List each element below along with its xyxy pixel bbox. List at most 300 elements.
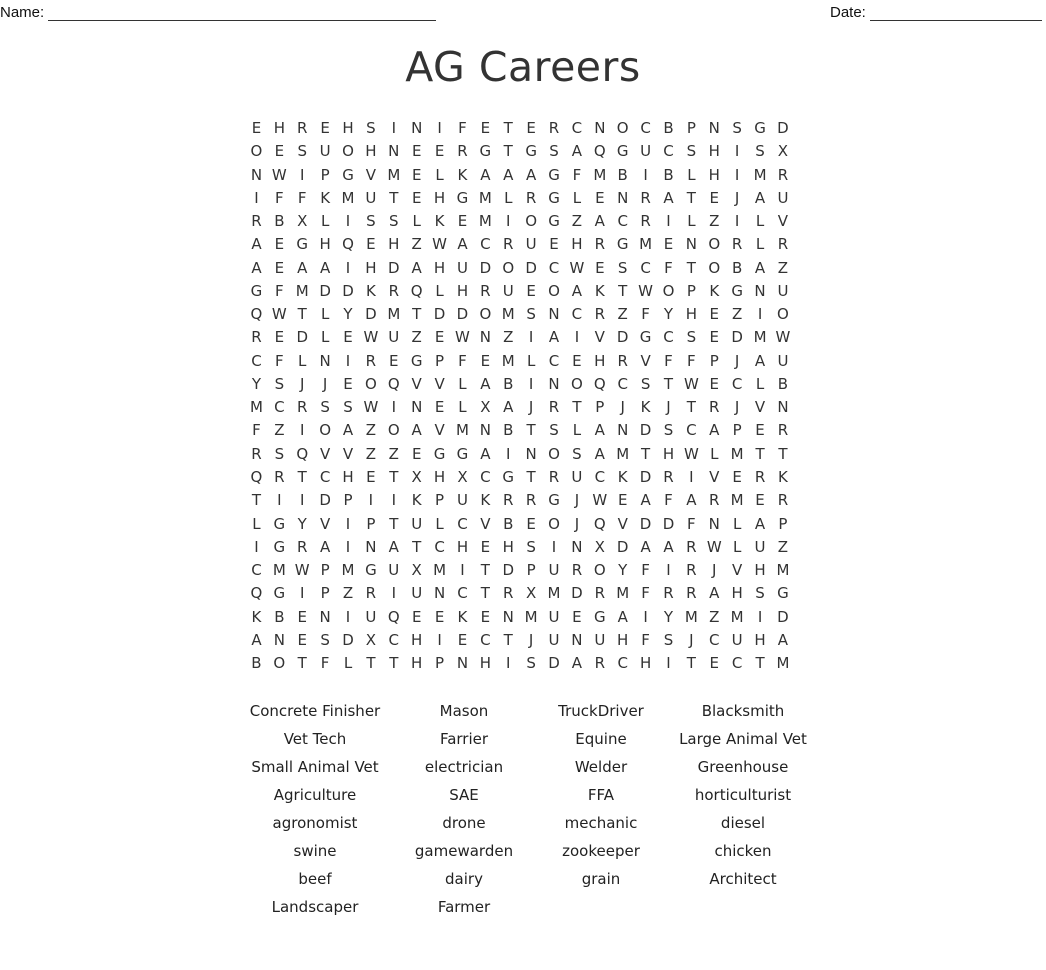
- grid-letter: X: [365, 630, 377, 649]
- grid-letter: U: [365, 188, 377, 207]
- grid-letter: E: [755, 491, 765, 510]
- grid-letter: T: [778, 444, 788, 463]
- grid-letter: S: [320, 398, 330, 417]
- grid-letter: J: [528, 630, 534, 649]
- grid-letter: H: [342, 467, 354, 486]
- grid-letter: P: [732, 421, 742, 440]
- grid-letter: I: [254, 537, 259, 556]
- grid-letter: P: [778, 514, 788, 533]
- grid-letter: E: [274, 258, 285, 277]
- grid-letter: M: [341, 561, 355, 580]
- grid-letter: J: [528, 398, 534, 417]
- grid-letter: R: [297, 537, 308, 556]
- grid-letter: G: [548, 165, 560, 184]
- grid-letter: Z: [732, 305, 743, 324]
- grid-letter: M: [730, 444, 744, 463]
- grid-letter: X: [411, 561, 422, 580]
- grid-letter: N: [571, 537, 583, 556]
- grid-letter: N: [617, 188, 629, 207]
- grid-letter: M: [272, 561, 286, 580]
- grid-letter: R: [365, 584, 377, 603]
- grid-letter: R: [709, 398, 720, 417]
- grid-letter: A: [640, 491, 651, 510]
- grid-letter: E: [411, 142, 422, 161]
- grid-letter: H: [617, 630, 629, 649]
- grid-letter: P: [595, 398, 605, 417]
- grid-letter: F: [641, 584, 650, 603]
- grid-letter: D: [639, 514, 652, 533]
- grid-letter: R: [548, 467, 560, 486]
- grid-letter: S: [732, 119, 742, 137]
- grid-letter: I: [300, 491, 305, 510]
- grid-letter: S: [274, 444, 285, 463]
- word-bank-item: Architect: [709, 870, 777, 888]
- grid-letter: E: [663, 235, 674, 254]
- grid-letter: N: [479, 421, 491, 440]
- grid-letter: W: [294, 561, 310, 580]
- grid-letter: J: [689, 630, 694, 649]
- grid-letter: U: [502, 281, 514, 300]
- grid-letter: T: [389, 514, 399, 533]
- grid-letter: M: [753, 328, 767, 347]
- grid-letter: R: [777, 491, 789, 510]
- grid-letter: C: [731, 654, 743, 673]
- grid-letter: Q: [410, 281, 423, 300]
- grid-letter: Z: [388, 444, 399, 463]
- grid-letter: L: [298, 351, 307, 370]
- grid-letter: C: [274, 398, 285, 417]
- grid-letter: M: [547, 584, 561, 603]
- word-bank-item: Equine: [575, 730, 627, 748]
- grid-letter: E: [411, 188, 422, 207]
- grid-letter: P: [526, 561, 536, 580]
- grid-letter: T: [389, 188, 399, 207]
- grid-letter: E: [709, 188, 719, 207]
- grid-letter: R: [594, 305, 606, 324]
- grid-letter: I: [666, 212, 671, 231]
- grid-letter: G: [342, 165, 354, 184]
- grid-letter: R: [777, 165, 789, 184]
- grid-letter: L: [687, 212, 696, 231]
- grid-letter: G: [365, 561, 377, 580]
- grid-letter: C: [480, 630, 491, 649]
- grid-letter: U: [319, 142, 331, 161]
- grid-letter: D: [342, 281, 354, 300]
- grid-letter: T: [755, 444, 765, 463]
- word-bank-item: SAE: [449, 786, 479, 804]
- grid-letter: R: [594, 235, 606, 254]
- grid-letter: S: [297, 142, 307, 161]
- grid-letter: M: [593, 165, 607, 184]
- grid-letter: N: [525, 444, 537, 463]
- grid-letter: H: [708, 142, 720, 161]
- grid-letter: T: [389, 654, 399, 673]
- grid-letter: C: [617, 374, 628, 393]
- grid-letter: A: [777, 630, 789, 649]
- grid-letter: C: [571, 119, 583, 137]
- grid-letter: N: [273, 630, 285, 649]
- grid-letter: M: [433, 561, 447, 580]
- grid-letter: L: [504, 188, 513, 207]
- grid-letter: T: [503, 630, 513, 649]
- grid-letter: U: [640, 142, 652, 161]
- grid-letter: E: [526, 281, 536, 300]
- grid-letter: A: [411, 421, 422, 440]
- grid-letter: O: [548, 514, 560, 533]
- grid-letter: F: [687, 514, 696, 533]
- grid-letter: U: [594, 630, 606, 649]
- grid-letter: B: [617, 165, 628, 184]
- grid-letter: O: [342, 142, 354, 161]
- grid-letter: A: [480, 444, 491, 463]
- grid-letter: K: [457, 165, 468, 184]
- name-field: [0, 4, 436, 21]
- word-bank-item: Vet Tech: [283, 730, 347, 748]
- grid-letter: E: [526, 514, 536, 533]
- grid-letter: U: [548, 630, 560, 649]
- grid-letter: H: [388, 235, 400, 254]
- grid-letter: A: [571, 142, 583, 161]
- grid-letter: J: [322, 374, 328, 393]
- grid-letter: C: [709, 630, 720, 649]
- grid-letter: L: [755, 235, 765, 254]
- word-bank-item: mechanic: [564, 814, 638, 832]
- grid-letter: H: [365, 142, 377, 161]
- grid-letter: V: [434, 374, 445, 393]
- grid-letter: F: [297, 188, 307, 207]
- grid-letter: R: [365, 351, 377, 370]
- grid-letter: E: [297, 630, 307, 649]
- grid-letter: E: [549, 235, 559, 254]
- grid-letter: G: [479, 142, 492, 161]
- grid-letter: V: [732, 561, 743, 580]
- grid-letter: I: [528, 374, 534, 393]
- grid-letter: F: [641, 561, 650, 580]
- grid-letter: G: [250, 281, 263, 300]
- grid-letter: P: [320, 584, 330, 603]
- grid-letter: H: [754, 630, 766, 649]
- grid-letter: N: [250, 165, 263, 184]
- grid-letter: H: [685, 305, 697, 324]
- grid-letter: L: [252, 514, 261, 533]
- grid-letter: Q: [250, 305, 263, 324]
- grid-letter: U: [525, 235, 537, 254]
- word-bank-item: Welder: [574, 758, 628, 776]
- grid-letter: G: [456, 444, 469, 463]
- word-bank-item: agronomist: [272, 814, 358, 832]
- grid-letter: A: [480, 374, 491, 393]
- grid-letter: K: [320, 188, 331, 207]
- grid-letter: A: [640, 537, 651, 556]
- grid-letter: R: [663, 467, 674, 486]
- grid-letter: B: [503, 421, 514, 440]
- grid-letter: U: [365, 607, 377, 626]
- grid-letter: M: [387, 165, 401, 184]
- grid-letter: I: [391, 398, 396, 417]
- grid-letter: D: [662, 514, 675, 533]
- grid-letter: V: [319, 514, 331, 533]
- grid-letter: R: [251, 212, 262, 231]
- grid-letter: U: [571, 467, 583, 486]
- grid-letter: O: [708, 235, 721, 254]
- grid-letter: R: [480, 281, 491, 300]
- grid-letter: Q: [250, 467, 263, 486]
- grid-letter: U: [456, 491, 468, 510]
- grid-letter: F: [275, 351, 284, 370]
- grid-letter: S: [640, 374, 651, 393]
- grid-letter: J: [734, 188, 740, 207]
- grid-letter: B: [503, 514, 514, 533]
- grid-letter: J: [300, 374, 305, 393]
- grid-letter: T: [686, 188, 696, 207]
- grid-letter: Z: [777, 258, 789, 277]
- grid-letter: O: [319, 421, 332, 440]
- word-bank-item: Greenhouse: [697, 758, 789, 776]
- grid-letter: D: [616, 537, 629, 556]
- grid-letter: Z: [777, 537, 789, 556]
- grid-letter: J: [620, 398, 625, 417]
- grid-letter: V: [365, 165, 377, 184]
- grid-letter: E: [480, 119, 491, 137]
- word-bank-item: Landscaper: [271, 898, 359, 916]
- grid-letter: K: [640, 398, 651, 417]
- grid-letter: I: [345, 212, 351, 231]
- grid-letter: G: [433, 444, 446, 463]
- grid-letter: B: [663, 165, 674, 184]
- grid-letter: I: [437, 119, 442, 137]
- grid-letter: I: [437, 630, 442, 649]
- grid-letter: T: [412, 537, 422, 556]
- grid-letter: H: [754, 561, 766, 580]
- grid-letter: F: [641, 305, 650, 324]
- grid-letter: I: [254, 188, 259, 207]
- grid-letter: H: [273, 119, 285, 137]
- grid-letter: I: [734, 165, 740, 184]
- grid-letter: A: [411, 258, 422, 277]
- grid-letter: I: [643, 607, 648, 626]
- grid-letter: I: [757, 607, 763, 626]
- grid-letter: L: [458, 398, 467, 417]
- grid-letter: C: [663, 142, 674, 161]
- grid-letter: I: [734, 142, 740, 161]
- grid-letter: B: [251, 654, 262, 673]
- grid-letter: A: [754, 351, 766, 370]
- grid-letter: I: [734, 212, 740, 231]
- grid-letter: D: [342, 630, 354, 649]
- grid-letter: G: [456, 188, 469, 207]
- grid-letter: S: [686, 328, 697, 347]
- grid-letter: Y: [251, 374, 262, 393]
- grid-letter: R: [297, 119, 308, 137]
- grid-letter: K: [594, 281, 605, 300]
- grid-letter: R: [571, 561, 583, 580]
- grid-letter: R: [548, 119, 560, 137]
- grid-letter: I: [506, 654, 511, 673]
- grid-letter: C: [617, 212, 628, 231]
- grid-letter: A: [594, 212, 605, 231]
- grid-letter: I: [345, 537, 351, 556]
- grid-letter: N: [708, 514, 720, 533]
- grid-letter: A: [709, 421, 720, 440]
- grid-letter: P: [320, 561, 330, 580]
- grid-letter: C: [251, 561, 262, 580]
- grid-letter: K: [365, 281, 376, 300]
- date-label: Date:: [830, 4, 866, 21]
- grid-letter: W: [592, 491, 608, 510]
- grid-letter: Y: [618, 561, 628, 580]
- grid-letter: D: [319, 491, 331, 510]
- grid-letter: A: [297, 258, 308, 277]
- word-bank-item: Agriculture: [273, 786, 357, 804]
- grid-letter: S: [755, 142, 765, 161]
- grid-letter: M: [639, 235, 653, 254]
- grid-letter: V: [342, 444, 354, 463]
- grid-letter: L: [755, 212, 765, 231]
- grid-letter: D: [296, 328, 308, 347]
- grid-letter: I: [666, 561, 671, 580]
- grid-letter: W: [363, 398, 379, 417]
- grid-letter: F: [458, 351, 467, 370]
- grid-letter: E: [480, 607, 491, 626]
- grid-letter: W: [432, 235, 447, 254]
- grid-letter: C: [686, 421, 697, 440]
- grid-letter: D: [548, 654, 560, 673]
- letter-grid: [245, 117, 794, 675]
- grid-letter: T: [297, 467, 307, 486]
- grid-letter: S: [366, 212, 376, 231]
- grid-letter: I: [528, 328, 534, 347]
- grid-letter: Z: [709, 607, 720, 626]
- grid-letter: H: [456, 281, 469, 300]
- grid-letter: M: [730, 491, 744, 510]
- grid-letter: D: [502, 561, 515, 580]
- grid-letter: O: [502, 258, 515, 277]
- grid-letter: S: [617, 258, 628, 277]
- grid-letter: Z: [617, 305, 628, 324]
- grid-letter: L: [732, 514, 742, 533]
- grid-letter: Y: [297, 514, 307, 533]
- grid-letter: A: [251, 235, 262, 254]
- grid-letter: C: [548, 351, 560, 370]
- grid-letter: Q: [593, 374, 606, 393]
- grid-letter: D: [639, 421, 652, 440]
- grid-letter: A: [663, 188, 674, 207]
- grid-letter: C: [731, 374, 743, 393]
- grid-letter: R: [777, 235, 789, 254]
- grid-letter: W: [455, 328, 470, 347]
- grid-letter: G: [548, 188, 560, 207]
- grid-letter: N: [319, 607, 331, 626]
- grid-letter: L: [572, 421, 582, 440]
- grid-letter: Z: [503, 328, 514, 347]
- grid-letter: S: [343, 398, 353, 417]
- grid-letter: A: [319, 537, 331, 556]
- grid-letter: V: [319, 444, 331, 463]
- grid-letter: A: [388, 537, 399, 556]
- grid-letter: E: [732, 467, 742, 486]
- grid-letter: C: [640, 258, 651, 277]
- grid-letter: A: [480, 165, 491, 184]
- grid-letter: H: [365, 258, 377, 277]
- grid-letter: I: [368, 491, 374, 510]
- grid-letter: L: [435, 514, 444, 533]
- grid-letter: G: [548, 212, 560, 231]
- name-label: Name:: [0, 4, 45, 21]
- grid-letter: A: [571, 281, 583, 300]
- grid-letter: H: [319, 235, 331, 254]
- grid-letter: A: [617, 607, 628, 626]
- grid-letter: S: [526, 305, 536, 324]
- grid-letter: S: [572, 444, 582, 463]
- grid-letter: I: [460, 561, 465, 580]
- grid-letter: S: [549, 142, 559, 161]
- grid-letter: P: [686, 119, 696, 137]
- grid-letter: T: [686, 258, 696, 277]
- grid-letter: M: [455, 421, 469, 440]
- grid-letter: D: [777, 607, 789, 626]
- grid-letter: V: [617, 514, 628, 533]
- grid-letter: V: [709, 467, 720, 486]
- grid-letter: J: [734, 398, 740, 417]
- grid-letter: M: [249, 398, 263, 417]
- date-field: [830, 4, 1042, 21]
- grid-letter: P: [343, 491, 353, 510]
- grid-letter: F: [252, 421, 261, 440]
- grid-letter: G: [410, 351, 423, 370]
- grid-letter: A: [526, 165, 537, 184]
- grid-letter: A: [594, 421, 605, 440]
- grid-letter: Z: [342, 584, 354, 603]
- grid-letter: S: [686, 142, 697, 161]
- grid-letter: U: [548, 561, 560, 580]
- grid-letter: T: [480, 584, 490, 603]
- grid-letter: M: [616, 444, 630, 463]
- grid-letter: C: [434, 537, 445, 556]
- grid-letter: T: [686, 654, 696, 673]
- grid-letter: V: [411, 374, 422, 393]
- grid-letter: I: [643, 165, 648, 184]
- grid-letter: N: [754, 281, 766, 300]
- grid-letter: M: [753, 165, 767, 184]
- grid-letter: N: [502, 607, 514, 626]
- grid-letter: O: [525, 212, 538, 231]
- grid-letter: G: [296, 235, 309, 254]
- grid-letter: O: [777, 305, 789, 324]
- grid-letter: V: [594, 328, 605, 347]
- grid-letter: M: [501, 305, 515, 324]
- grid-letter: J: [712, 561, 717, 580]
- grid-letter: D: [616, 328, 629, 347]
- grid-letter: G: [593, 607, 606, 626]
- grid-letter: A: [709, 584, 720, 603]
- grid-letter: R: [525, 491, 537, 510]
- grid-letter: B: [503, 374, 514, 393]
- grid-letter: C: [480, 235, 491, 254]
- grid-letter: Q: [593, 514, 606, 533]
- grid-letter: N: [479, 328, 491, 347]
- grid-letter: O: [616, 119, 629, 137]
- grid-letter: K: [434, 212, 445, 231]
- grid-letter: Q: [296, 444, 309, 463]
- grid-letter: M: [616, 584, 630, 603]
- grid-letter: P: [709, 351, 719, 370]
- grid-letter: J: [574, 491, 580, 510]
- grid-letter: E: [526, 119, 536, 137]
- grid-letter: O: [662, 281, 675, 300]
- grid-letter: E: [457, 630, 468, 649]
- grid-letter: E: [274, 235, 285, 254]
- name-blank-line: [48, 5, 436, 21]
